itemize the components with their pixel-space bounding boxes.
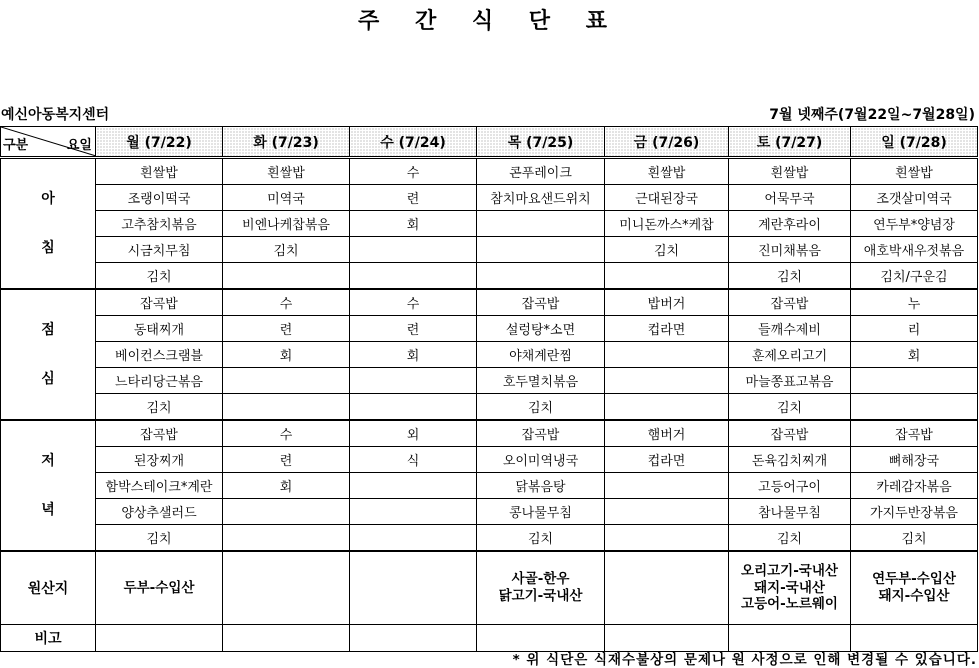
day-header: 수 (7/24) [350, 127, 477, 158]
menu-row [1, 342, 978, 368]
menu-item: 근대된장국 [605, 185, 729, 211]
meal-label-top: 점 [41, 321, 55, 338]
menu-row [1, 394, 978, 421]
menu-item: 베이컨스크램블 [96, 342, 223, 368]
menu-item: 조랭이떡국 [96, 185, 223, 211]
menu-item: 회 [350, 342, 477, 368]
menu-row [1, 289, 978, 316]
menu-item [350, 394, 477, 421]
menu-item: 가지두반장볶음 [851, 499, 978, 525]
menu-item [223, 499, 350, 525]
remarks-cell [350, 625, 477, 652]
menu-item: 연두부*양념장 [851, 211, 978, 237]
menu-item [605, 499, 729, 525]
menu-item [477, 211, 605, 237]
menu-row [1, 211, 978, 237]
day-header: 화 (7/23) [223, 127, 350, 158]
menu-item: 리 [851, 316, 978, 342]
menu-item: 컵라면 [605, 316, 729, 342]
menu-item [223, 394, 350, 421]
menu-item: 김치 [605, 237, 729, 263]
day-header: 일 (7/28) [851, 127, 978, 158]
menu-item [223, 263, 350, 290]
organization-name: 예신아동복지센터 [1, 107, 110, 123]
menu-item: 참치마요샌드위치 [477, 185, 605, 211]
menu-item [223, 368, 350, 394]
menu-item: 들깨수제비 [729, 316, 851, 342]
corner-label-category: 구분 [3, 138, 29, 153]
menu-row [1, 185, 978, 211]
meal-label-top: 아 [41, 190, 55, 207]
menu-item: 시금치무침 [96, 237, 223, 263]
menu-item: 진미채볶음 [729, 237, 851, 263]
menu-row [1, 263, 978, 290]
menu-item: 햄버거 [605, 420, 729, 447]
menu-row [1, 237, 978, 263]
menu-item: 흰쌀밥 [729, 158, 851, 185]
menu-item [605, 368, 729, 394]
menu-item: 밥버거 [605, 289, 729, 316]
menu-item: 닭볶음탕 [477, 473, 605, 499]
origin-label: 원산지 [1, 551, 96, 625]
menu-item: 김치 [477, 525, 605, 552]
menu-item: 고등어구이 [729, 473, 851, 499]
origin-row [1, 551, 978, 625]
menu-item: 잡곡밥 [729, 420, 851, 447]
menu-item: 콘푸레이크 [477, 158, 605, 185]
menu-item: 회 [350, 211, 477, 237]
origin-line: 사골-한우 [511, 571, 570, 588]
origin-cell [851, 551, 978, 625]
menu-period: 7월 넷째주(7월22일~7월28일) [769, 107, 975, 123]
menu-item: 야채계란찜 [477, 342, 605, 368]
origin-cell [223, 551, 350, 625]
weekly-menu-table [0, 126, 978, 652]
menu-item: 어묵무국 [729, 185, 851, 211]
origin-cell [605, 551, 729, 625]
header-row [1, 127, 978, 158]
menu-item: 설렁탕*소면 [477, 316, 605, 342]
meal-label [1, 420, 96, 551]
meal-label-bottom: 녁 [41, 501, 55, 518]
origin-cell [350, 551, 477, 625]
menu-item [851, 368, 978, 394]
menu-item [350, 473, 477, 499]
menu-item: 조갯살미역국 [851, 185, 978, 211]
menu-item: 잡곡밥 [851, 420, 978, 447]
menu-item: 뼈해장국 [851, 447, 978, 473]
menu-item [851, 394, 978, 421]
menu-row [1, 316, 978, 342]
menu-row [1, 525, 978, 552]
menu-item: 김치 [729, 525, 851, 552]
menu-item: 김치 [729, 263, 851, 290]
menu-item: 잡곡밥 [477, 289, 605, 316]
menu-item: 호두멸치볶음 [477, 368, 605, 394]
menu-item: 컵라면 [605, 447, 729, 473]
menu-row [1, 473, 978, 499]
page-title: 주 간 식 단 표 [358, 9, 621, 34]
menu-item [350, 237, 477, 263]
menu-item: 미역국 [223, 185, 350, 211]
menu-item: 오이미역냉국 [477, 447, 605, 473]
origin-line: 돼지-수입산 [878, 588, 950, 604]
menu-item: 김치 [851, 525, 978, 552]
menu-item: 양상추샐러드 [96, 499, 223, 525]
origin-cell [477, 551, 605, 625]
menu-row [1, 158, 978, 185]
menu-item: 련 [223, 447, 350, 473]
menu-item: 김치 [96, 525, 223, 552]
menu-item: 김치 [96, 263, 223, 290]
meal-label [1, 158, 96, 290]
menu-item: 김치 [96, 394, 223, 421]
menu-item: 김치/구운김 [851, 263, 978, 290]
origin-line: 두부-수입산 [123, 579, 195, 596]
menu-item: 된장찌개 [96, 447, 223, 473]
menu-item: 계란후라이 [729, 211, 851, 237]
menu-item: 잡곡밥 [96, 289, 223, 316]
origin-line: 고등어-노르웨이 [741, 596, 838, 613]
meal-label-bottom: 침 [41, 239, 55, 256]
menu-item: 흰쌀밥 [605, 158, 729, 185]
menu-item: 흰쌀밥 [96, 158, 223, 185]
menu-row [1, 368, 978, 394]
menu-row [1, 420, 978, 447]
menu-item: 련 [350, 316, 477, 342]
menu-item: 련 [350, 185, 477, 211]
menu-row [1, 447, 978, 473]
day-header: 월 (7/22) [96, 127, 223, 158]
remarks-cell [223, 625, 350, 652]
menu-item: 참나물무침 [729, 499, 851, 525]
menu-item: 잡곡밥 [477, 420, 605, 447]
menu-item: 고추참치볶음 [96, 211, 223, 237]
menu-row [1, 499, 978, 525]
meal-label-top: 저 [41, 452, 55, 469]
remarks-label: 비고 [1, 625, 96, 652]
menu-item: 흰쌀밥 [851, 158, 978, 185]
menu-item: 잡곡밥 [96, 420, 223, 447]
menu-item: 훈제오리고기 [729, 342, 851, 368]
corner-header [1, 127, 96, 158]
corner-label-day: 요일 [66, 138, 92, 153]
menu-item: 미니돈까스*케찹 [605, 211, 729, 237]
origin-cell [729, 551, 851, 625]
menu-item: 회 [223, 473, 350, 499]
menu-item: 회 [223, 342, 350, 368]
menu-item: 잡곡밥 [729, 289, 851, 316]
menu-item: 김치 [223, 237, 350, 263]
origin-line: 오리고기-국내산 [741, 562, 838, 579]
menu-item: 함박스테이크*계란 [96, 473, 223, 499]
menu-item [477, 263, 605, 290]
day-header: 목 (7/25) [477, 127, 605, 158]
menu-item: 누 [851, 289, 978, 316]
menu-item: 애호박새우젓볶음 [851, 237, 978, 263]
menu-item: 김치 [729, 394, 851, 421]
origin-line: 돼지-국내산 [754, 579, 825, 596]
menu-item [223, 525, 350, 552]
menu-item: 비엔나케찹볶음 [223, 211, 350, 237]
menu-item: 느타리당근볶음 [96, 368, 223, 394]
menu-item [605, 394, 729, 421]
menu-item: 외 [350, 420, 477, 447]
menu-item: 김치 [477, 394, 605, 421]
menu-item [605, 473, 729, 499]
origin-line: 닭고기-국내산 [498, 588, 583, 604]
day-header: 금 (7/26) [605, 127, 729, 158]
menu-item [605, 342, 729, 368]
menu-item: 수 [350, 289, 477, 316]
menu-item: 수 [223, 289, 350, 316]
menu-item [350, 525, 477, 552]
menu-item [605, 263, 729, 290]
menu-item: 마늘쫑표고볶음 [729, 368, 851, 394]
menu-item [477, 237, 605, 263]
menu-item: 동태찌개 [96, 316, 223, 342]
menu-item: 수 [350, 158, 477, 185]
meal-label [1, 289, 96, 420]
menu-item [605, 525, 729, 552]
menu-body [1, 158, 978, 552]
menu-item: 회 [851, 342, 978, 368]
remarks-cell [96, 625, 223, 652]
menu-item: 흰쌀밥 [223, 158, 350, 185]
menu-item: 카레감자볶음 [851, 473, 978, 499]
origin-cell [96, 551, 223, 625]
day-header: 토 (7/27) [729, 127, 851, 158]
menu-item [350, 368, 477, 394]
origin-line: 연두부-수입산 [872, 571, 956, 588]
menu-item: 식 [350, 447, 477, 473]
menu-item: 돈육김치찌개 [729, 447, 851, 473]
meal-label-bottom: 심 [41, 370, 55, 387]
menu-item: 수 [223, 420, 350, 447]
footnote: * 위 식단은 식재수불상의 문제나 원 사정으로 인해 변경될 수 있습니다. [512, 652, 977, 668]
menu-item: 련 [223, 316, 350, 342]
menu-item [350, 499, 477, 525]
menu-item: 콩나물무침 [477, 499, 605, 525]
menu-item [350, 263, 477, 290]
